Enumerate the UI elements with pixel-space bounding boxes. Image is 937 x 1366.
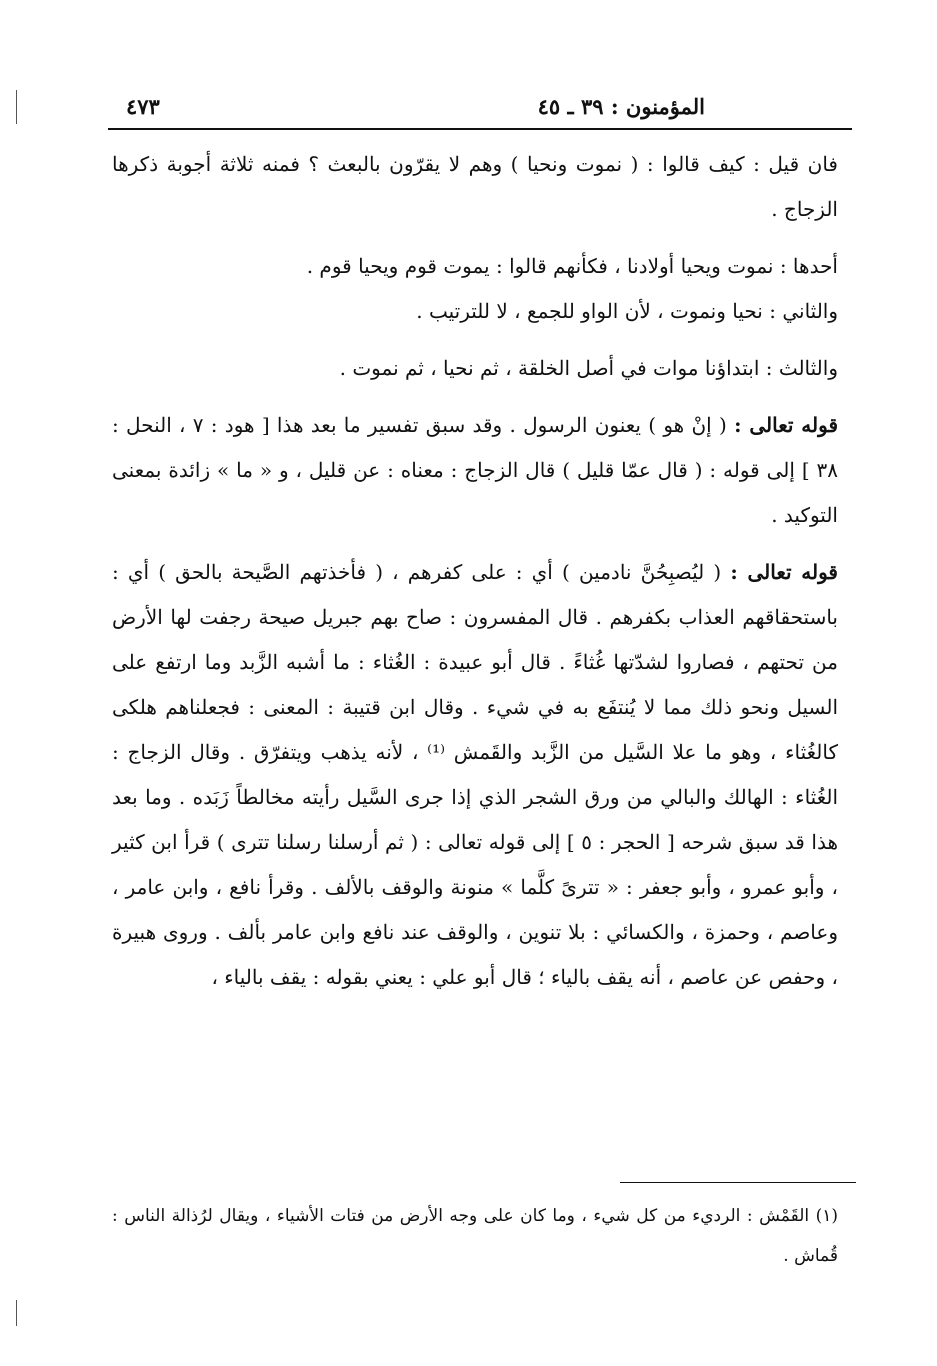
verse-label: قوله تعالى : bbox=[730, 560, 838, 584]
scan-edge-mark bbox=[16, 1300, 17, 1326]
paragraph bbox=[112, 403, 838, 538]
running-title: المؤمنون : ٣٩ ـ ٤٥ bbox=[537, 94, 705, 119]
header-divider bbox=[108, 128, 852, 130]
footnote-text: (١) القَمْش : الرديء من كل شيء ، وما كان على وجه الأرض من فتات الأشياء ، ويقال لرُذالة الناس : قُماش . bbox=[112, 1206, 838, 1266]
scan-edge-mark bbox=[16, 90, 17, 124]
verse-label: قوله تعالى : bbox=[734, 413, 839, 437]
footnotes bbox=[112, 1196, 838, 1276]
paragraph-text: والثاني : نحيا ونموت ، لأن الواو للجمع ، لا للترتيب . bbox=[416, 299, 838, 323]
footnote-divider bbox=[620, 1182, 856, 1183]
paragraph bbox=[112, 244, 838, 289]
paragraph bbox=[112, 289, 838, 334]
paragraph-text: أحدها : نموت ويحيا أولادنا ، فكأنهم قالوا : يموت قوم ويحيا قوم . bbox=[306, 254, 838, 278]
paragraph bbox=[112, 346, 838, 391]
paragraph-text: ( ليُصبِحُنَّ نادمين ) أي : على كفرهم ، ( فأخذتهم الصَّيحة بالحق ) أي : باستحقاقهم العذاب بكفرهم . قال المفسرون : صاح بهم جبريل صيحة رجفت لها الأرض من تحتهم ، فصاروا لشدّتها غُثاءً . قال أبو عبيدة : الغُثاء : ما أشبه الزَّبد وما ارتفع على السيل ونحو ذلك مما لا يُنتفَع به في شيء . وقال ابن قتيبة : المعنى : فجعلناهم هلكى كالغُثاء ، وهو ما علا السَّيل من الزَّبد والقَمش ⁽¹⁾ ، لأنه يذهب ويتفرّق . وقال الزجاج : الغُثاء : الهالك والبالي من ورق الشجر الذي إذا جرى السَّيل رأيته مخالطاً زَبَده . وما بعد هذا قد سبق شرحه [ الحجر : ٥ ] إلى قوله تعالى : ( ثم أرسلنا رسلنا تترى ) قرأ ابن كثير ، وأبو عمرو ، وأبو جعفر : « تترىً كلَّما » منونة والوقف بالألف . وقرأ نافع ، وابن عامر ، وعاصم ، وحمزة ، والكسائي : بلا تنوين ، والوقف عند نافع وابن عامر بألف . وروى هبيرة ، وحفص عن عاصم ، أنه يقف بالياء ؛ قال أبو علي : يعني بقوله : يقف بالياء ، bbox=[112, 560, 839, 989]
footnote bbox=[112, 1196, 838, 1276]
main-text bbox=[112, 142, 838, 1000]
page-header bbox=[108, 88, 850, 128]
page-number: ٤٧٣ bbox=[126, 94, 160, 119]
paragraph-text: فان قيل : كيف قالوا : ( نموت ونحيا ) وهم لا يقرّون بالبعث ؟ فمنه ثلاثة أجوبة ذكرها الزجاج . bbox=[112, 152, 838, 221]
paragraph bbox=[112, 142, 838, 232]
paragraph-text: والثالث : ابتداؤنا موات في أصل الخلقة ، ثم نحيا ، ثم نموت . bbox=[339, 356, 838, 380]
paragraph-text: ( إنْ هو ) يعنون الرسول . وقد سبق تفسير ما بعد هذا [ هود : ٧ ، النحل : ٣٨ ] إلى قوله : ( قال عمّا قليل ) قال الزجاج : معناه : عن قليل ، و « ما » زائدة بمعنى التوكيد . bbox=[112, 413, 838, 527]
paragraph bbox=[112, 550, 838, 1000]
